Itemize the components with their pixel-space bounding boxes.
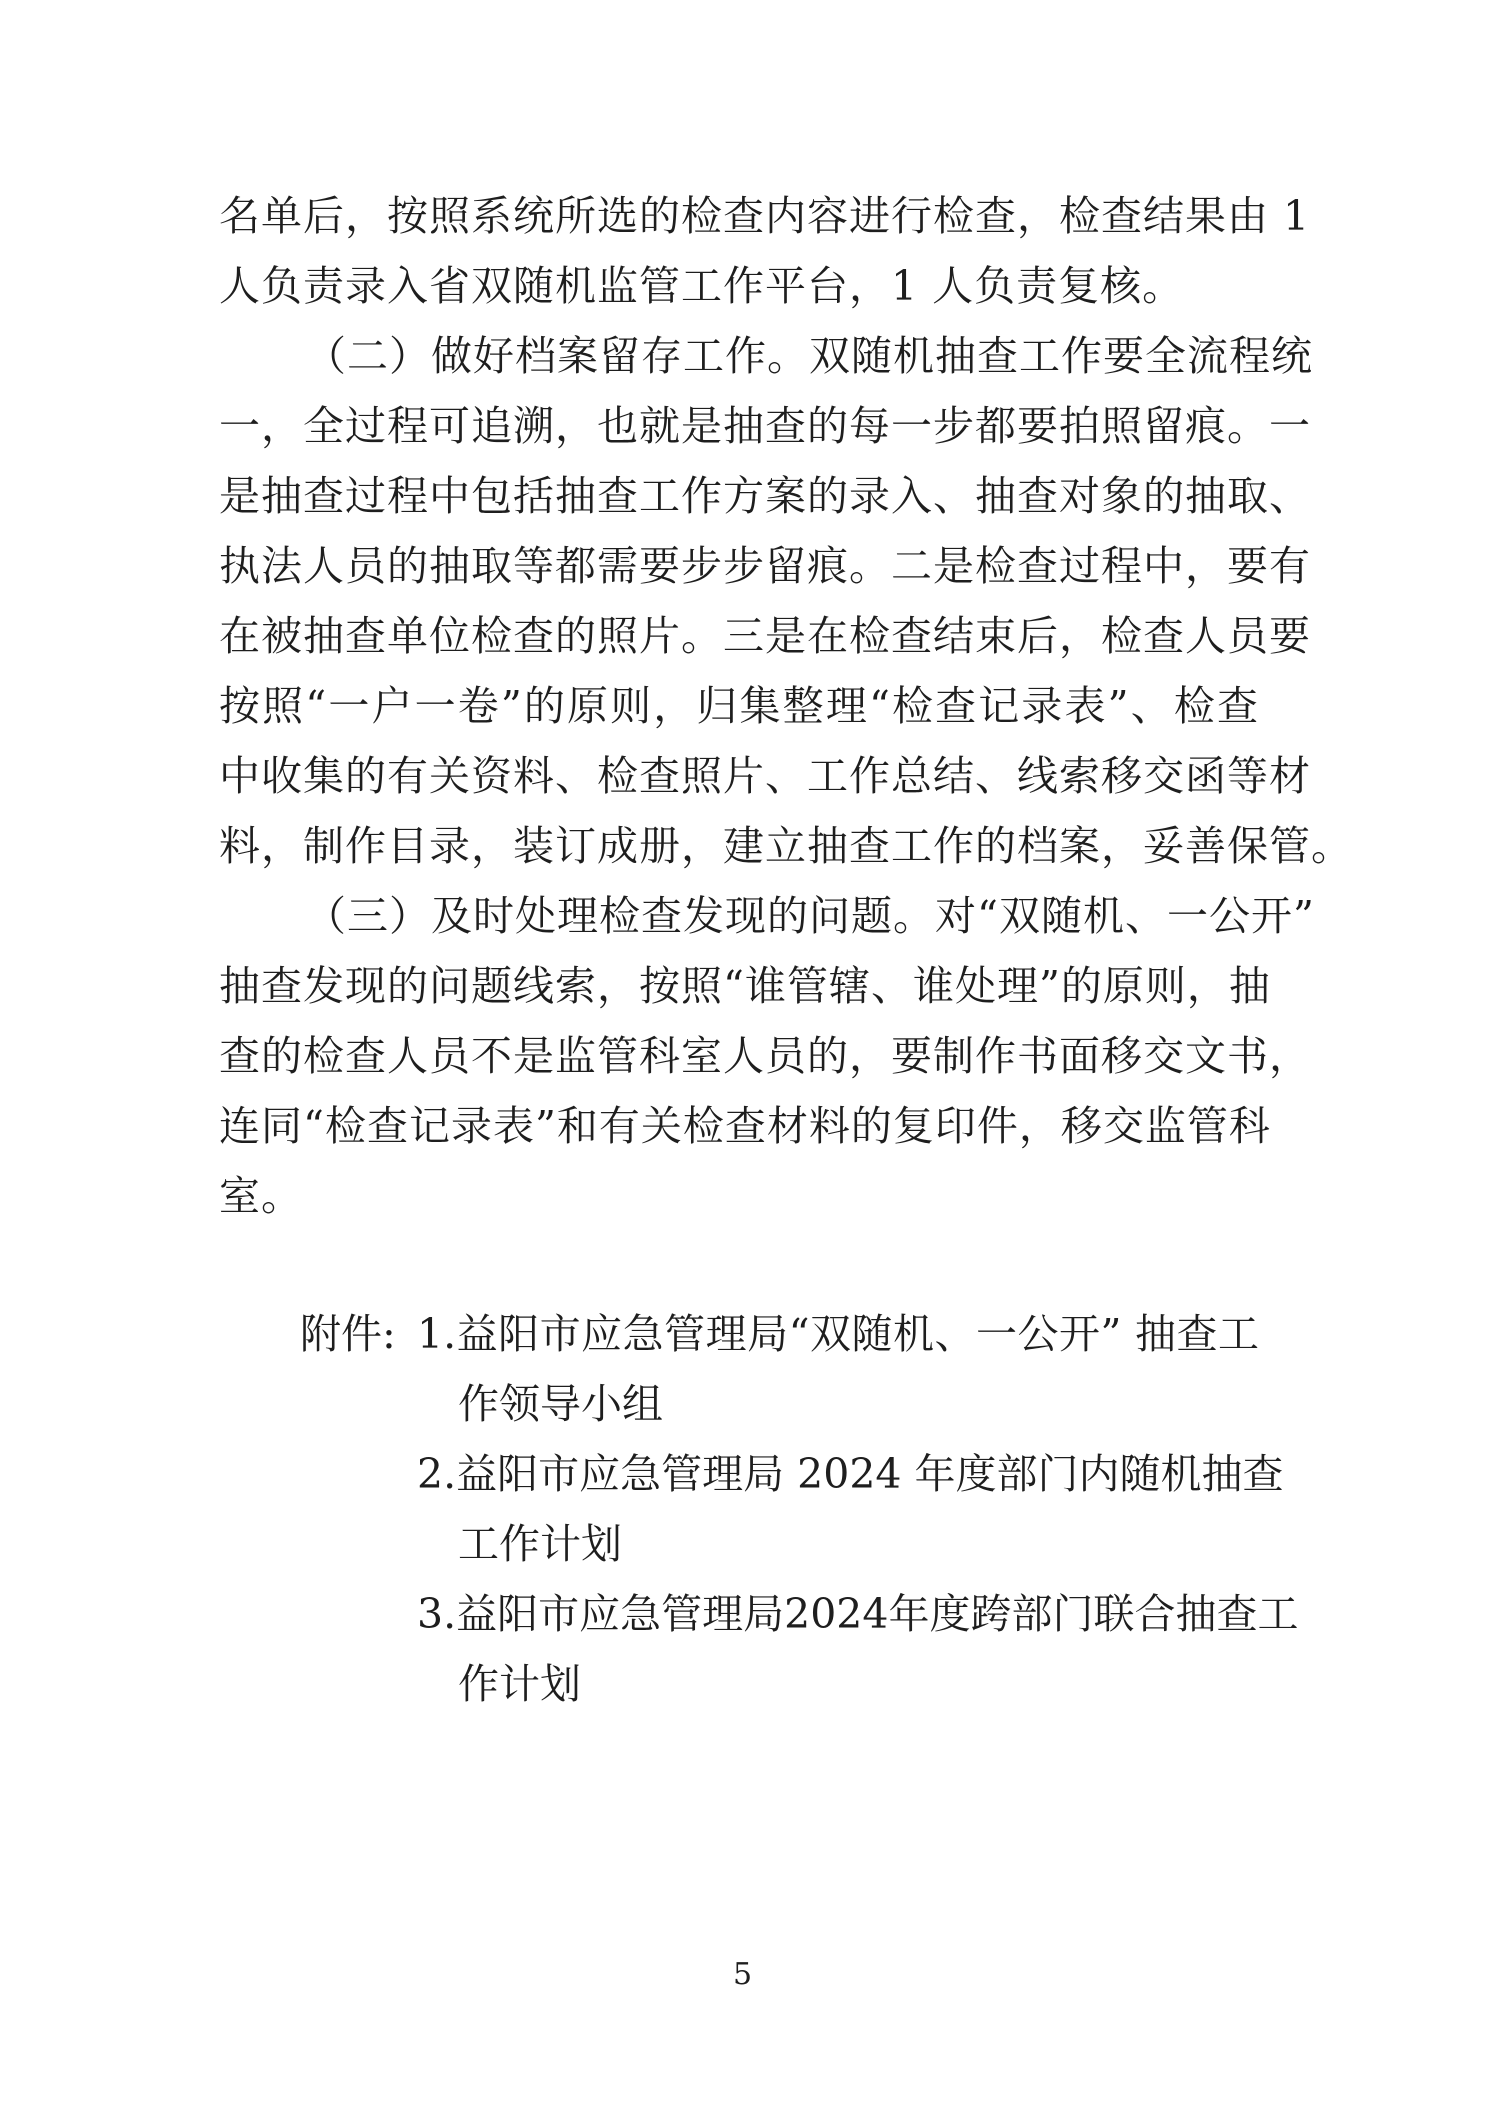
attachment-item: 1.益阳市应急管理局“双随机、一公开” 抽查工 <box>417 1310 1259 1358</box>
section-heading-line: （二）做好档案留存工作。双随机抽查工作要全流程统 <box>305 332 1313 380</box>
page-number: 5 <box>732 1957 753 1992</box>
attachment-item: 3.益阳市应急管理局2024年度跨部门联合抽查工 <box>417 1590 1299 1638</box>
body-line: 料，制作目录，装订成册，建立抽查工作的档案，妥善保管。 <box>219 822 1353 870</box>
attachments-label: 附件: <box>300 1310 396 1358</box>
body-line: 按照“一户一卷”的原则，归集整理“检查记录表”、检查 <box>219 682 1259 730</box>
attachment-item-continuation: 作计划 <box>458 1660 581 1708</box>
body-line: 中收集的有关资料、检查照片、工作总结、线索移交函等材 <box>219 752 1311 800</box>
body-line: 执法人员的抽取等都需要步步留痕。二是检查过程中，要有 <box>219 542 1311 590</box>
body-line: 是抽查过程中包括抽查工作方案的录入、抽查对象的抽取、 <box>219 472 1311 520</box>
body-line: 连同“检查记录表”和有关检查材料的复印件，移交监管科 <box>219 1102 1271 1150</box>
body-line: 查的检查人员不是监管科室人员的，要制作书面移交文书， <box>219 1032 1311 1080</box>
attachment-item: 2.益阳市应急管理局 2024 年度部门内随机抽查 <box>417 1450 1284 1498</box>
body-line: 一，全过程可追溯，也就是抽查的每一步都要拍照留痕。一 <box>219 402 1311 450</box>
body-line: 室。 <box>219 1172 303 1220</box>
section-heading-line: （三）及时处理检查发现的问题。对“双随机、一公开” <box>305 892 1315 940</box>
body-line: 在被抽查单位检查的照片。三是在检查结束后，检查人员要 <box>219 612 1311 660</box>
attachment-item-continuation: 作领导小组 <box>458 1380 663 1428</box>
body-line: 名单后，按照系统所选的检查内容进行检查，检查结果由 1 <box>219 192 1311 240</box>
body-line: 抽查发现的问题线索，按照“谁管辖、谁处理”的原则，抽 <box>219 962 1271 1010</box>
body-line: 人负责录入省双随机监管工作平台，1 人负责复核。 <box>219 262 1185 310</box>
attachment-item-continuation: 工作计划 <box>458 1520 622 1568</box>
